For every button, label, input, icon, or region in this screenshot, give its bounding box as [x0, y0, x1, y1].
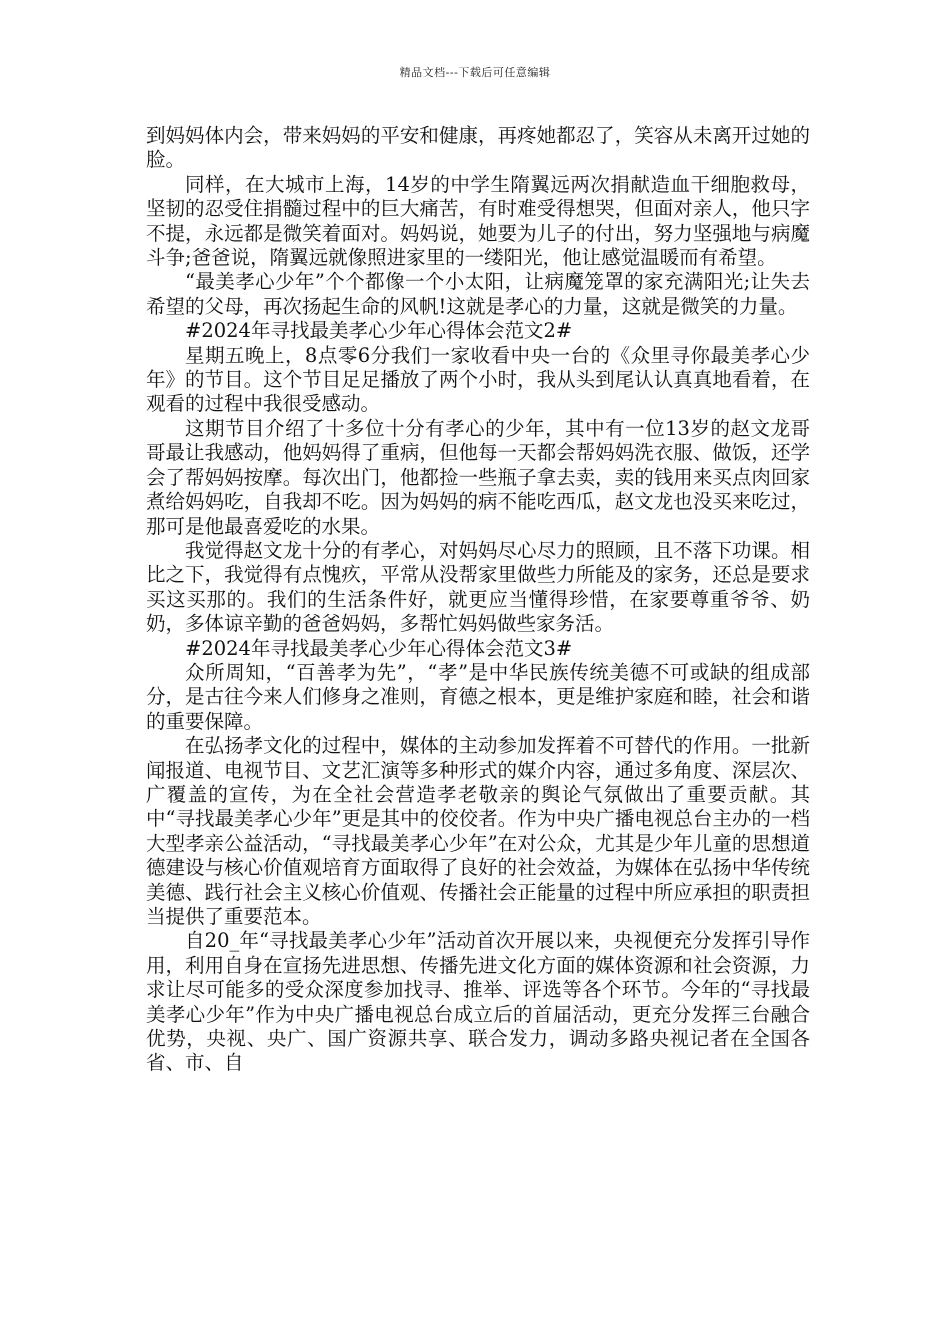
document-body	[146, 124, 810, 1076]
paragraph: 到妈妈体内会，带来妈妈的平安和健康，再疼她都忍了，笑容从未离开过她的脸。	[146, 124, 810, 172]
paragraph: “最美孝心少年”个个都像一个小太阳，让病魔笼罩的家充满阳光;让失去希望的父母，再次扬起生命的风帆!这就是孝心的力量，这就是微笑的力量。	[146, 270, 810, 318]
page-header: 精品文档---下载后可任意编辑	[399, 66, 551, 79]
section-heading: #2024年寻找最美孝心少年心得体会范文3#	[185, 636, 573, 660]
paragraph: 自20_年“寻找最美孝心少年”活动首次开展以来，央视便充分发挥引导作用，利用自身在宣扬先进思想、传播先进文化方面的媒体资源和社会资源，力求让尽可能多的受众深度参加找寻、推举、评选等各个环节。今年的“寻找最美孝心少年”作为中央广播电视总台成立后的首届活动，更充分发挥三台融合优势，央视、央广、国广资源共享、联合发力，调动多路央视记者在全国各省、市、自	[146, 929, 810, 1075]
paragraph: 在弘扬孝文化的过程中，媒体的主动参加发挥着不可替代的作用。一批新闻报道、电视节目、文艺汇演等多种形式的媒介内容，通过多角度、深层次、广覆盖的宣传，为在全社会营造孝老敬亲的舆论气氛做出了重要贡献。其中“寻找最美孝心少年”更是其中的佼佼者。作为中央广播电视总台主办的一档大型孝亲公益活动，“寻找最美孝心少年”在对公众，尤其是少年儿童的思想道德建设与核心价值观培育方面取得了良好的社会效益，为媒体在弘扬中华传统美德、践行社会主义核心价值观、传播社会正能量的过程中所应承担的职责担当提供了重要范本。	[146, 734, 810, 928]
paragraph: 同样，在大城市上海，14岁的中学生隋翼远两次捐献造血干细胞救母，坚韧的忍受住捐髓过程中的巨大痛苦，有时难受得想哭，但面对亲人，他只字不提，永远都是微笑着面对。妈妈说，她要为儿子的付出，努力坚强地与病魔斗争;爸爸说，隋翼远就像照进家里的一缕阳光，他让感觉温暖而有希望。	[146, 172, 810, 270]
paragraph: 星期五晚上，8点零6分我们一家收看中央一台的《众里寻你最美孝心少年》的节目。这个节目足足播放了两个小时，我从头到尾认认真真地看着，在观看的过程中我很受感动。	[146, 343, 810, 416]
paragraph: 我觉得赵文龙十分的有孝心，对妈妈尽心尽力的照顾，且不落下功课。相比之下，我觉得有点愧疚，平常从没帮家里做些力所能及的家务，还总是要求买这买那的。我们的生活条件好，就更应当懂得珍惜，在家要尊重爷爷、奶奶，多体谅辛勤的爸爸妈妈，多帮忙妈妈做些家务活。	[146, 538, 810, 636]
paragraph: 众所周知，“百善孝为先”，“孝”是中华民族传统美德不可或缺的组成部分，是古往今来人们修身之准则，育德之根本，更是维护家庭和睦，社会和谐的重要保障。	[146, 660, 810, 733]
section-heading: #2024年寻找最美孝心少年心得体会范文2#	[185, 319, 573, 343]
paragraph: 这期节目介绍了十多位十分有孝心的少年，其中有一位13岁的赵文龙哥哥最让我感动，他妈妈得了重病，但他每一天都会帮妈妈洗衣服、做饭，还学会了帮妈妈按摩。每次出门，他都捡一些瓶子拿去卖，卖的钱用来买点肉回家煮给妈妈吃，自我却不吃。因为妈妈的病不能吃西瓜，赵文龙也没买来吃过，那可是他最喜爱吃的水果。	[146, 416, 810, 538]
